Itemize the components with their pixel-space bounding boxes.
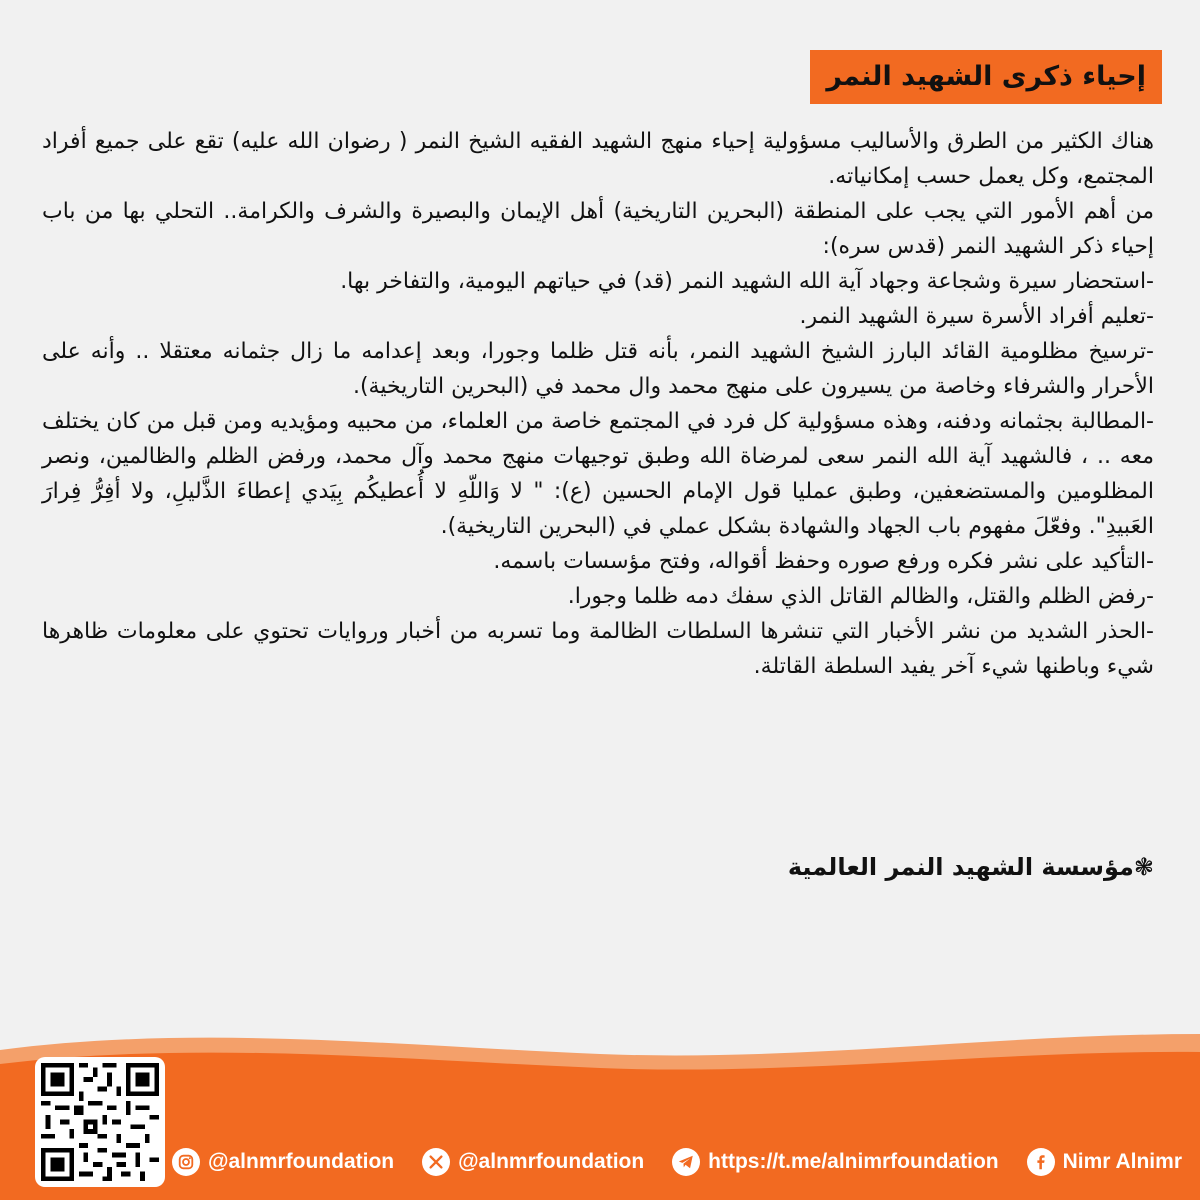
facebook-icon [1027, 1148, 1055, 1176]
article-paragraph: -رفض الظلم والقتل، والظالم القاتل الذي سفك دمه ظلما وجورا. [567, 584, 1154, 609]
telegram-icon [672, 1148, 700, 1176]
facebook-name: Nimr Alnimr [1062, 1150, 1182, 1173]
instagram-handle: @alnmrfoundation [208, 1150, 395, 1173]
x-link[interactable] [422, 1148, 644, 1176]
telegram-link[interactable] [672, 1148, 998, 1176]
qr-code[interactable] [35, 1057, 165, 1187]
social-links-bar [172, 1142, 1182, 1182]
article-paragraph: -التأكيد على نشر فكره ورفع صوره وحفظ أقواله، وفتح مؤسسات باسمه. [493, 549, 1154, 574]
article-paragraph: -الحذر الشديد من نشر الأخبار التي تنشرها السلطات الظالمة وما تسربه من أخبار وروايات تحتوي على معلومات ظاهرها شيء وباطنها شيء آخر يفيد السلطة القاتلة. [42, 619, 1154, 679]
x-icon [422, 1148, 450, 1176]
article-body [42, 124, 1154, 684]
article-paragraph: من أهم الأمور التي يجب على المنطقة (البحرين التاريخية) أهل الإيمان والبصيرة والشرف والكرامة.. التحلي بها من باب إحياء ذكر الشهيد النمر (قدس سره): [42, 199, 1154, 259]
facebook-link[interactable] [1027, 1148, 1182, 1176]
x-handle: @alnmrfoundation [458, 1150, 645, 1173]
instagram-icon [172, 1148, 200, 1176]
foundation-signature: ❃مؤسسة الشهيد النمر العالمية [787, 853, 1154, 881]
page-title: إحياء ذكرى الشهيد النمر [810, 50, 1162, 104]
article-paragraph: -تعليم أفراد الأسرة سيرة الشهيد النمر. [799, 304, 1154, 329]
telegram-url: https://t.me/alnimrfoundation [708, 1150, 999, 1173]
article-paragraph: -المطالبة بجثمانه ودفنه، وهذه مسؤولية كل فرد في المجتمع خاصة من العلماء، من محبيه ومؤيديه ومن قبل من كان يختلف معه .. ، فالشهيد آية الله النمر سعى لمرضاة الله وطبق توجيهات منهج محمد وآل محمد، ورفض الظلم والظالمين، ونصر المظلومين والمستضعفين، وطبق عمليا قول الإمام الحسين (ع): " لا وَاللّهِ لا أُعطيكُم بِيَدي إعطاءَ الذَّليلِ، ولا أفِرُّ فِرارَ العَبيدِ". وفعّلَ مفهوم باب الجهاد والشهادة بشكل عملي في (البحرين التاريخية). [42, 409, 1154, 539]
instagram-link[interactable] [172, 1148, 394, 1176]
article-paragraph: -استحضار سيرة وشجاعة وجهاد آية الله الشهيد النمر (قد) في حياتهم اليومية، والتفاخر بها. [340, 269, 1154, 294]
article-paragraph: هناك الكثير من الطرق والأساليب مسؤولية إحياء منهج الشهيد الفقيه الشيخ النمر ( رضوان الله عليه) تقع على جميع أفراد المجتمع، وكل يعمل حسب إمكانياته. [42, 129, 1154, 189]
article-paragraph: -ترسيخ مظلومية القائد البارز الشيخ الشهيد النمر، بأنه قتل ظلما وجورا، وبعد إعدامه ما زال جثمانه معتقلا .. وأنه على الأحرار والشرفاء وخاصة من يسيرون على منهج محمد وال محمد في (البحرين التاريخية). [42, 339, 1154, 399]
